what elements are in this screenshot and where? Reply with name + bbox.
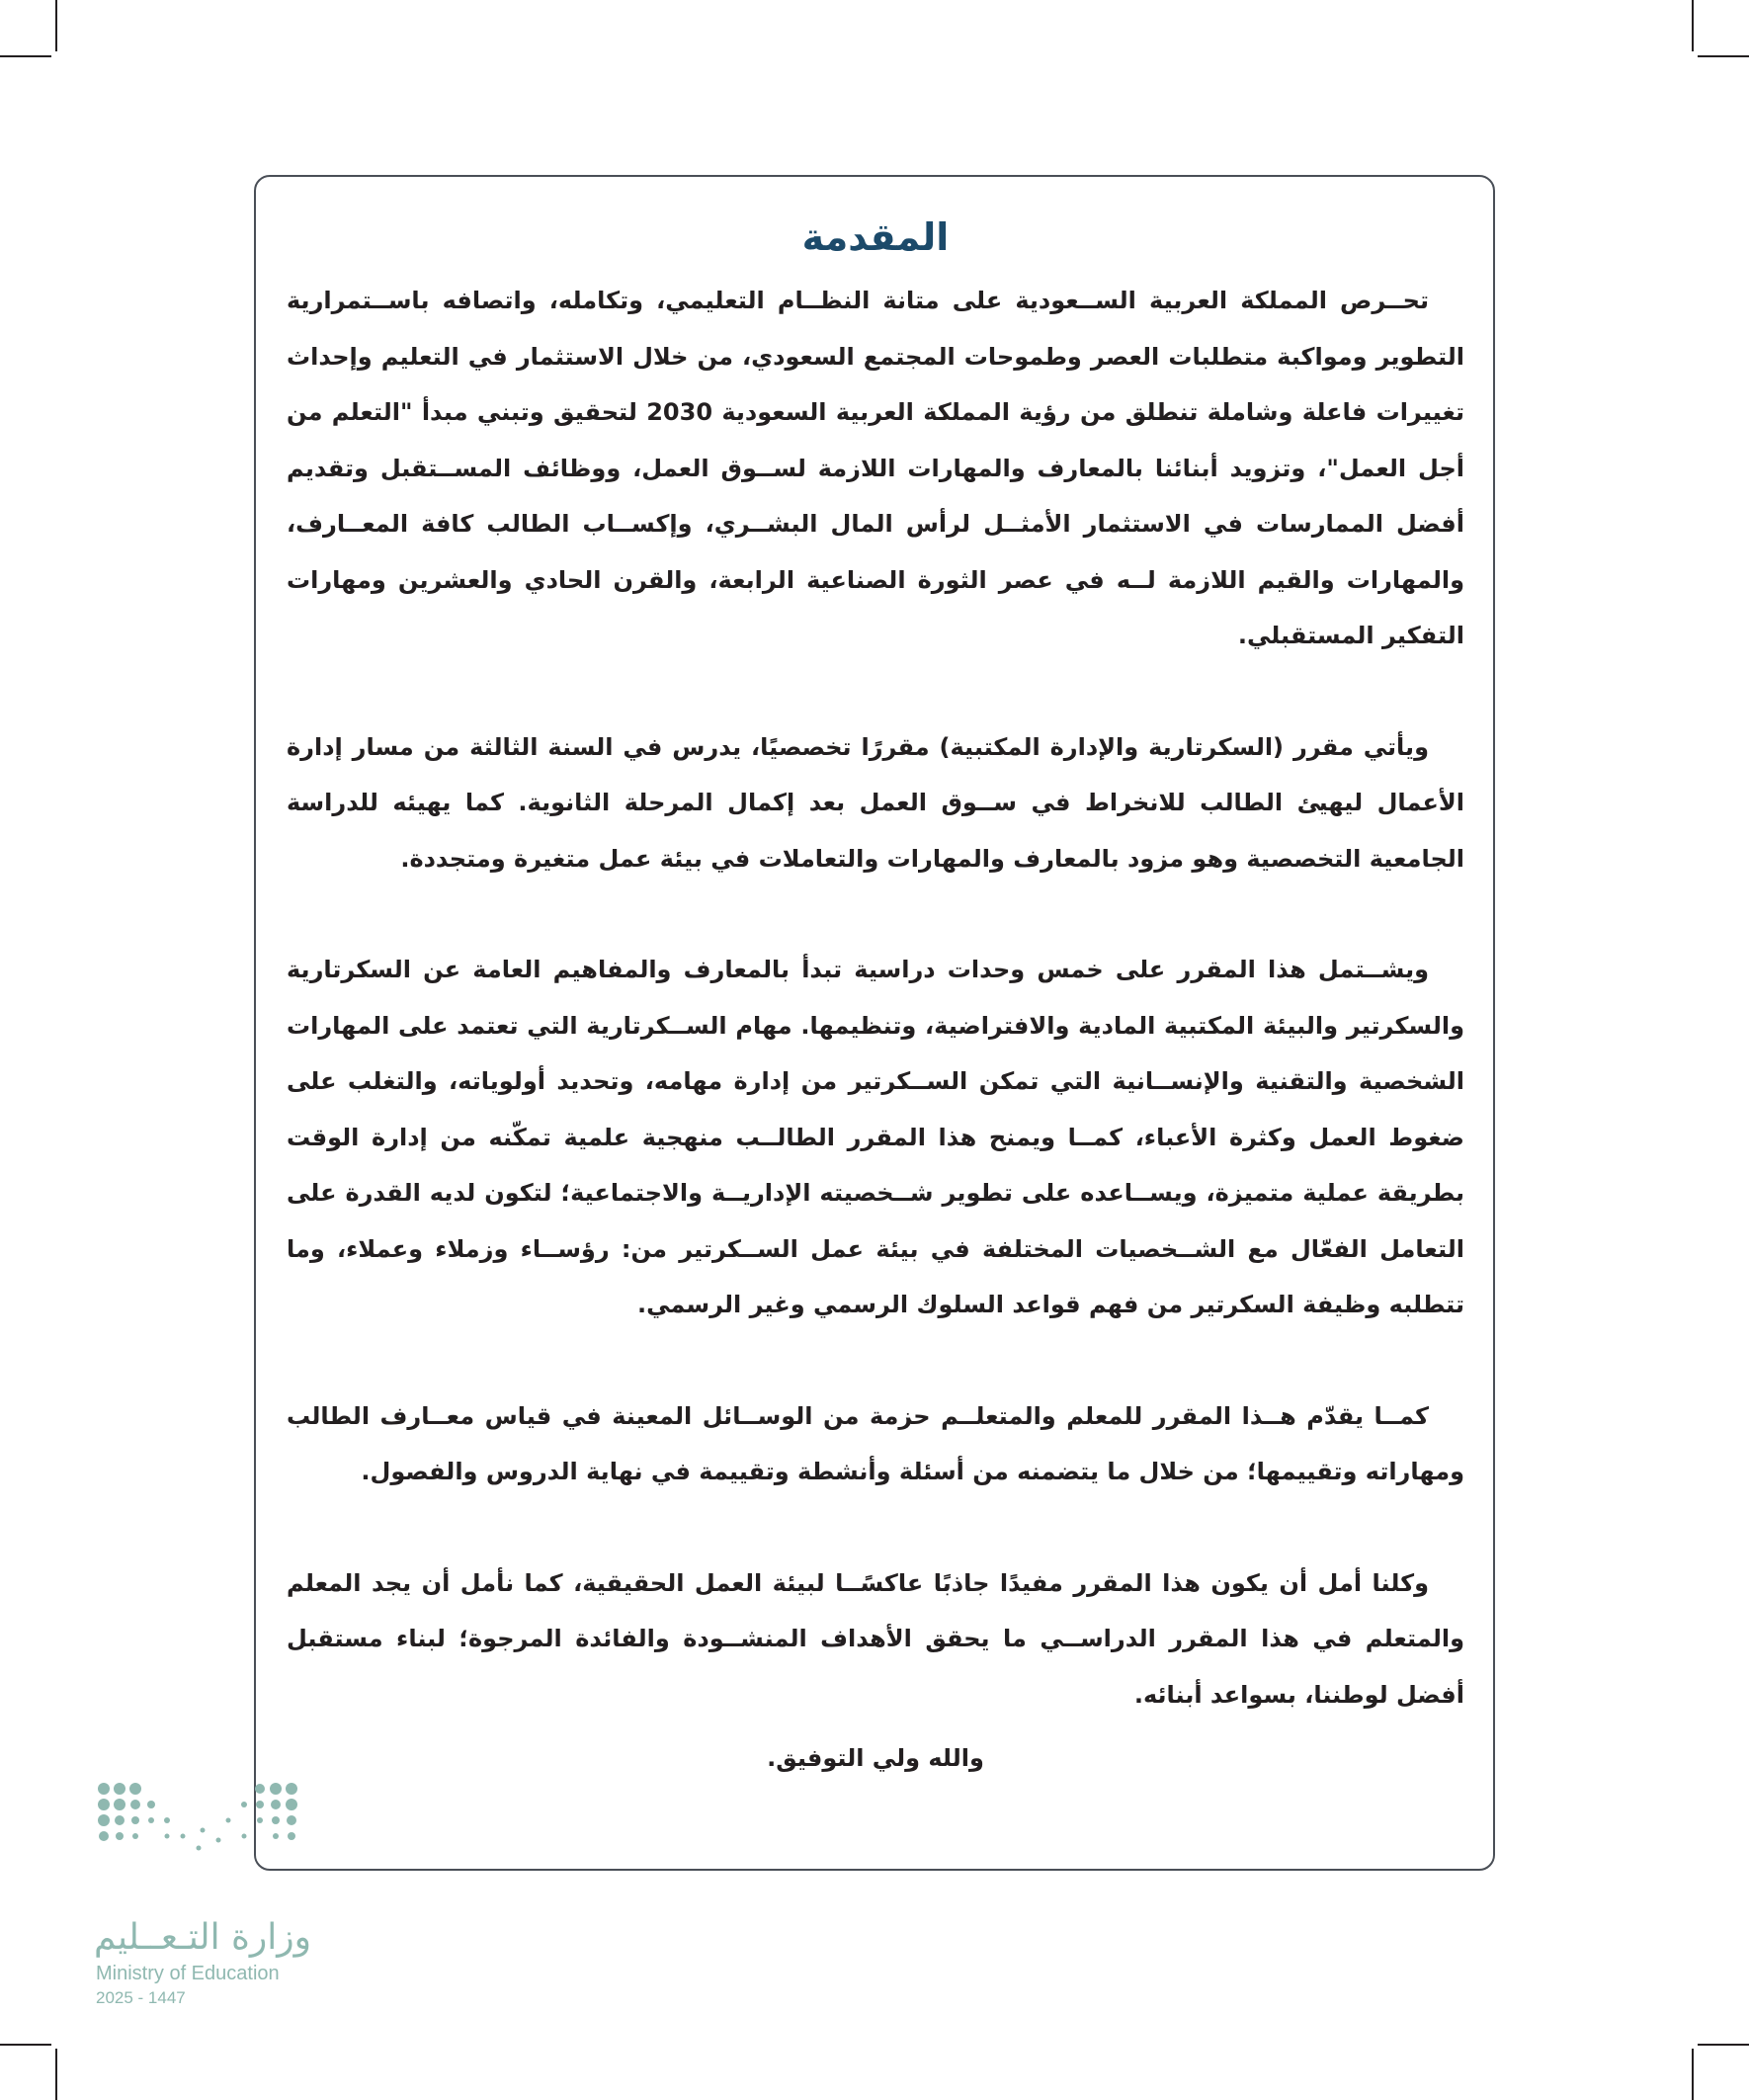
- paragraph-4: كمــا يقدّم هــذا المقرر للمعلم والمتعلــم حزمة من الوســائل المعينة في قياس معــارف الطالب ومهاراته وتقييمها؛ من خلال ما يتضمنه من أسئلة وأنشطة وتقييمة في نهاية الدروس والفصول.: [287, 1401, 1464, 1485]
- paragraph-5: وكلنا أمل أن يكون هذا المقرر مفيدًا جاذبًا عاكسًــا لبيئة العمل الحقيقية، كما نأمل أن يجد المعلم والمتعلم في هذا المقرر الدراســي ما يحقق الأهداف المنشــودة والفائدة المرجوة؛ لبناء مستقبل أفضل لوطننا، بسواعد أبنائه.: [287, 1568, 1464, 1709]
- closing-line: والله ولي التوفيق.: [767, 1744, 984, 1772]
- crop-mark: [1692, 2049, 1694, 2100]
- crop-mark: [1698, 55, 1749, 57]
- crop-mark: [1698, 2044, 1749, 2046]
- paragraph-2: ويأتي مقرر (السكرتارية والإدارة المكتبية) مقررًا تخصصيًا، يدرس في السنة الثالثة من مسار إدارة الأعمال ليهيئ الطالب للانخراط في ســوق العمل بعد إكمال المرحلة الثانوية. كما يهيئه للدراسة الجامعية التخصصية وهو مزود بالمعارف والمهارات والتعاملات في بيئة عمل متغيرة ومتجددة.: [287, 732, 1464, 873]
- paragraph-3: ويشــتمل هذا المقرر على خمس وحدات دراسية تبدأ بالمعارف والمفاهيم العامة عن السكرتارية والسكرتير والبيئة المكتبية المادية والافتراضية، وتنظيمها. مهام الســكرتارية التي تعتمد على المهارات الشخصية والتقنية والإنســانية التي تمكن الســكرتير من إدارة مهامه، وتحديد أولوياته، والتغلب على ضغوط العمل وكثرة الأعباء، كمــا ويمنح هذا المقرر الطالــب منهجية علمية تمكّنه من إدارة الوقت بطريقة عملية متميزة، ويســاعده على تطوير شــخصيته الإداريــة والاجتماعية؛ لتكون لديه القدرة على التعامل الفعّال مع الشــخصيات المختلفة في بيئة عمل الســكرتير من: رؤســاء وزملاء وعملاء، وما تتطلبه وظيفة السكرتير من فهم قواعد السلوك الرسمي وغير الرسمي.: [287, 956, 1464, 1318]
- crop-mark: [0, 55, 51, 57]
- crop-mark: [1692, 0, 1694, 51]
- crop-mark: [55, 2049, 57, 2100]
- ministry-logo: [94, 1779, 321, 2016]
- logo-english-text: Ministry of Education: [96, 1963, 280, 1984]
- page-title: المقدمة: [801, 215, 950, 259]
- logo-arabic-text: وزارة التـعــليم: [94, 1917, 312, 1958]
- intro-section: [287, 208, 1464, 1786]
- crop-mark: [0, 2044, 51, 2046]
- crop-mark: [55, 0, 57, 51]
- logo-year: 2025 - 1447: [96, 1988, 186, 2007]
- logo-dots-icon: [94, 1779, 311, 1897]
- paragraph-1: تحــرص المملكة العربية الســعودية على متانة النظــام التعليمي، وتكامله، واتصافه باســتمرارية التطوير ومواكبة متطلبات العصر وطموحات المجتمع السعودي، من خلال الاستثمار في التعليم وإحداث تغييرات فاعلة وشاملة تنطلق من رؤية المملكة العربية السعودية 2030 لتحقيق وتبني مبدأ "التعلم من أجل العمل"، وتزويد أبنائنا بالمعارف والمهارات اللازمة لســوق العمل، ووظائف المســتقبل وتقديم أفضل الممارسات في الاستثمار الأمثــل لرأس المال البشــري، وإكســاب الطالب كافة المعــارف، والمهارات والقيم اللازمة لــه في عصر الثورة الصناعية الرابعة، والقرن الحادي والعشرين ومهارات التفكير المستقبلي.: [287, 287, 1465, 649]
